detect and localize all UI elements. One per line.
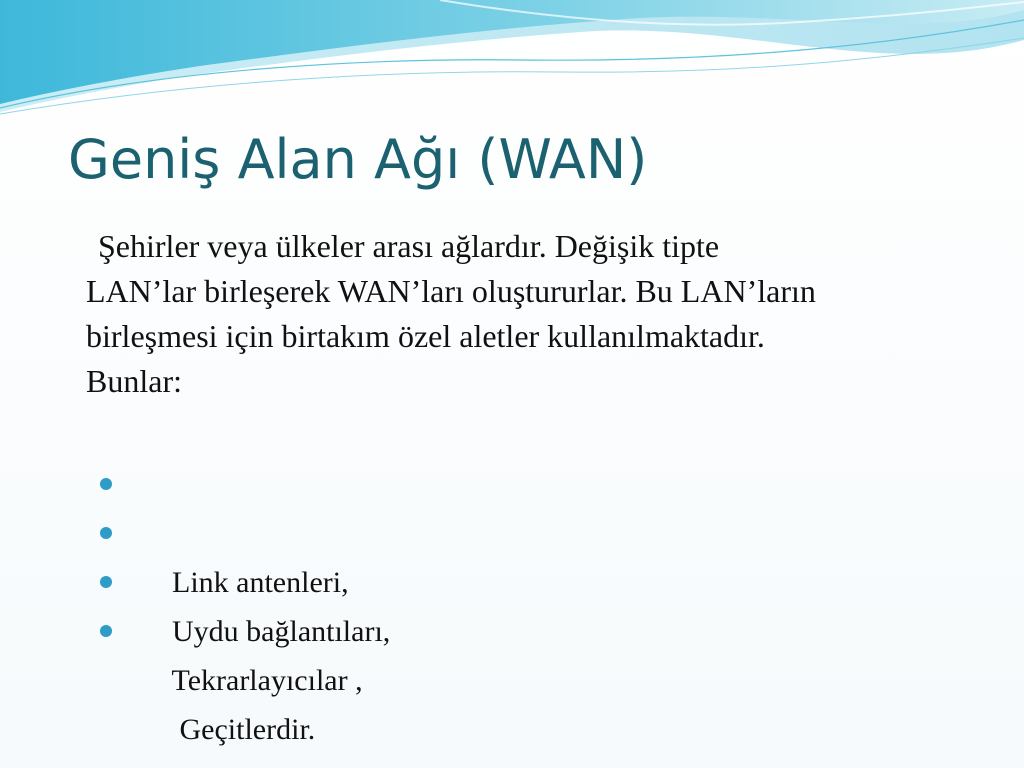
- wave-header-decoration: [0, 0, 1024, 130]
- list-item-text: Link antenleri,: [172, 566, 349, 599]
- list-item-text: Tekrarlayıcılar ,: [171, 664, 363, 697]
- bullet-list: [100, 460, 391, 746]
- bullet-icon: [100, 576, 112, 588]
- slide-title: Geniş Alan Ağı (WAN): [68, 128, 648, 191]
- list-item-text: Geçitlerdir.: [172, 713, 316, 746]
- list-item: [100, 460, 390, 599]
- list-item-text: Uydu bağlantıları,: [172, 615, 391, 648]
- bullet-icon: [100, 625, 112, 637]
- bullet-icon: [100, 478, 112, 490]
- intro-paragraph: Şehirler veya ülkeler arası ağlardır. Değişik tipte LAN’lar birleşerek WAN’ları oluştururlar. Bu LAN’ların birleşmesi için birtakım özel aletler kullanılmaktadır. Bunlar:: [86, 228, 816, 399]
- bullet-icon: [100, 527, 112, 539]
